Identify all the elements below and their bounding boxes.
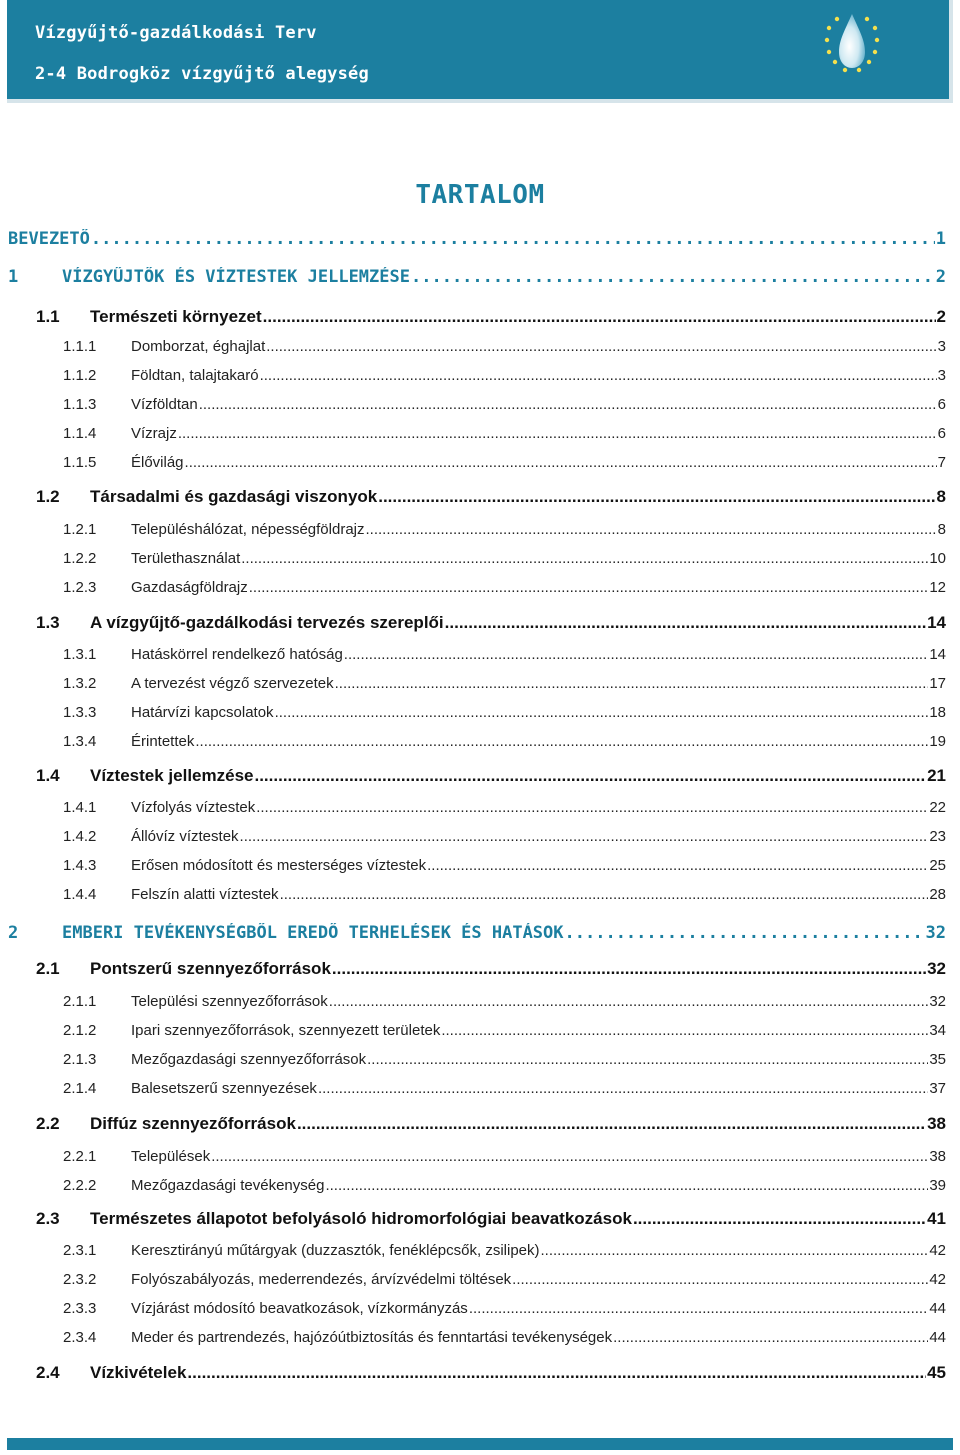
toc-entry[interactable] [0, 1114, 960, 1138]
toc-page-number: 38 [929, 1148, 946, 1165]
toc-page-number: 8 [936, 487, 946, 506]
toc-page-number: 14 [927, 613, 946, 632]
toc-page-number: 44 [929, 1300, 946, 1317]
toc-page-number: 25 [929, 857, 946, 874]
toc-entry-title: A vízgyűjtő-gazdálkodási tervezés szereplői [90, 613, 444, 632]
toc-dot-leader [187, 1363, 926, 1383]
toc-entry[interactable] [0, 828, 960, 852]
toc-dot-leader [366, 521, 937, 538]
toc-dot-leader [633, 1209, 926, 1229]
toc-page-number: 38 [927, 1114, 946, 1133]
toc-entry[interactable] [0, 959, 960, 983]
toc-dot-leader [260, 367, 937, 384]
toc-entry-number: 1.3.3 [63, 704, 97, 721]
toc-entry[interactable] [0, 229, 960, 253]
toc-entry-number: 2.1.1 [63, 993, 97, 1010]
toc-entry-number: 2.3.3 [63, 1300, 97, 1317]
toc-dot-leader [256, 799, 928, 816]
toc-entry-title: Folyószabályozás, mederrendezés, árvízvédelmi töltések [131, 1271, 512, 1288]
toc-page-number: 44 [929, 1329, 946, 1346]
toc-entry[interactable] [0, 487, 960, 511]
toc-entry[interactable] [0, 367, 960, 391]
toc-entry-number: 1.4.4 [63, 886, 97, 903]
toc-dot-leader [427, 857, 928, 874]
toc-entry-title: Pontszerű szennyezőforrások [90, 959, 331, 978]
toc-entry-title: Ipari szennyezőforrások, szennyezett területek [131, 1022, 441, 1039]
toc-dot-leader [445, 613, 926, 633]
toc-dot-leader [199, 396, 937, 413]
toc-entry-title: Vízjárást módosító beavatkozások, vízkormányzás [131, 1300, 468, 1317]
toc-entry-number: 1.3.1 [63, 646, 97, 663]
header-plan-title: Vízgyűjtő-gazdálkodási Terv [35, 23, 317, 43]
toc-entry[interactable] [0, 267, 960, 291]
toc-entry-number: 1.4.2 [63, 828, 97, 845]
toc-page-number: 2 [935, 267, 946, 287]
toc-dot-leader [367, 1051, 928, 1068]
toc-dot-leader [275, 704, 929, 721]
toc-entry-title: Vízfolyás víztestek [131, 799, 256, 816]
toc-page-number: 28 [929, 886, 946, 903]
toc-entry-title: Domborzat, éghajlat [131, 338, 266, 355]
toc-entry[interactable] [0, 1242, 960, 1266]
toc-entry-number: 1.4 [36, 766, 60, 785]
toc-dot-leader [195, 733, 928, 750]
toc-page-number: 42 [929, 1271, 946, 1288]
toc-entry-number: 1.2.3 [63, 579, 97, 596]
toc-entry-title: Vízföldtan [131, 396, 198, 413]
toc-entry-title: Keresztirányú műtárgyak (duzzasztók, fenéklépcsők, zsilipek) [131, 1242, 540, 1259]
toc-entry-number: 2.3.2 [63, 1271, 97, 1288]
toc-page-number: 42 [929, 1242, 946, 1259]
toc-entry[interactable] [0, 579, 960, 603]
toc-entry-title: EMBERI TEVÉKENYSÉGBŐL EREDŐ TERHELÉSEK ÉS HATÁSOK [62, 923, 564, 943]
toc-entry-number: 1.1 [36, 307, 60, 326]
toc-entry-title: Hatáskörrel rendelkező hatóság [131, 646, 343, 663]
toc-page-number: 8 [937, 521, 946, 538]
toc-entry[interactable] [0, 550, 960, 574]
toc-title: TARTALOM [415, 180, 545, 210]
toc-page-number: 14 [929, 646, 946, 663]
toc-entry-number: 2.2.1 [63, 1148, 97, 1165]
toc-entry-title: Gazdaságföldrajz [131, 579, 248, 596]
toc-dot-leader [297, 1114, 926, 1134]
toc-entry-title: Települések [131, 1148, 211, 1165]
toc-entry-title: Víztestek jellemzése [90, 766, 254, 785]
toc-page-number: 23 [929, 828, 946, 845]
toc-entry[interactable] [0, 923, 960, 947]
toc-dot-leader [441, 1022, 928, 1039]
toc-entry-title: Vízkivételek [90, 1363, 187, 1382]
toc-entry[interactable] [0, 396, 960, 420]
toc-dot-leader [469, 1300, 929, 1317]
toc-entry[interactable] [0, 1022, 960, 1046]
toc-page-number: 35 [929, 1051, 946, 1068]
toc-entry-title: Diffúz szennyezőforrások [90, 1114, 296, 1133]
toc-dot-leader [411, 267, 935, 287]
toc-entry-title: Meder és partrendezés, hajózóútbiztosítás és fenntartási tevékenységek [131, 1329, 613, 1346]
toc-entry-number: 1.2 [36, 487, 60, 506]
toc-dot-leader [332, 959, 926, 979]
toc-page-number: 19 [929, 733, 946, 750]
toc-entry[interactable] [0, 704, 960, 728]
toc-page-number: 39 [929, 1177, 946, 1194]
toc-page-number: 22 [929, 799, 946, 816]
toc-entry-number: 1.3 [36, 613, 60, 632]
toc-entry-title: A tervezést végző szervezetek [131, 675, 334, 692]
toc-entry-title: Felszín alatti víztestek [131, 886, 279, 903]
toc-entry[interactable] [0, 886, 960, 910]
toc-page-number: 32 [929, 993, 946, 1010]
toc-entry-number: 2.1.3 [63, 1051, 97, 1068]
toc-dot-leader [240, 828, 929, 845]
toc-entry-number: 1.1.4 [63, 425, 97, 442]
toc-entry-number: 1.4.1 [63, 799, 97, 816]
toc-entry-number: 1.1.3 [63, 396, 97, 413]
toc-entry-number: 2 [8, 923, 19, 943]
toc-entry[interactable] [0, 338, 960, 362]
toc-entry[interactable] [0, 1148, 960, 1172]
toc-entry[interactable] [0, 1300, 960, 1324]
toc-entry-number: 2.3.4 [63, 1329, 97, 1346]
toc-dot-leader [263, 307, 936, 327]
toc-dot-leader [249, 579, 929, 596]
toc-dot-leader [378, 487, 935, 507]
toc-entry-title: Élővilág [131, 454, 184, 471]
toc-entry-number: 2.1 [36, 959, 60, 978]
toc-entry[interactable] [0, 993, 960, 1017]
toc-page-number: 45 [927, 1363, 946, 1382]
toc-page-number: 17 [929, 675, 946, 692]
toc-entry[interactable] [0, 733, 960, 757]
toc-dot-leader [329, 993, 929, 1010]
toc-entry-title: Területhasználat [131, 550, 241, 567]
toc-entry-number: 2.2 [36, 1114, 60, 1133]
toc-entry-number: 1.1.5 [63, 454, 97, 471]
toc-dot-leader [325, 1177, 928, 1194]
toc-entry-title: Érintettek [131, 733, 195, 750]
toc-entry-title: Mezőgazdasági tevékenység [131, 1177, 325, 1194]
toc-page-number: 2 [936, 307, 946, 326]
toc-entry-title: BEVEZETŐ [8, 229, 90, 249]
toc-dot-leader [512, 1271, 928, 1288]
toc-entry[interactable] [0, 521, 960, 545]
toc-entry-number: 1.1.1 [63, 338, 97, 355]
toc-entry-title: Természeti környezet [90, 307, 262, 326]
toc-dot-leader [178, 425, 937, 442]
toc-page-number: 41 [927, 1209, 946, 1228]
toc-dot-leader [241, 550, 928, 567]
toc-dot-leader [344, 646, 929, 663]
toc-entry[interactable] [0, 454, 960, 478]
toc-page-number: 18 [929, 704, 946, 721]
toc-entry[interactable] [0, 1271, 960, 1295]
toc-entry-title: Állóvíz víztestek [131, 828, 239, 845]
toc-entry-number: 1.4.3 [63, 857, 97, 874]
toc-page-number: 6 [937, 396, 946, 413]
toc-entry-number: 2.1.2 [63, 1022, 97, 1039]
toc-entry-number: 1.1.2 [63, 367, 97, 384]
toc-page-number: 32 [925, 923, 946, 943]
toc-entry-number: 2.2.2 [63, 1177, 97, 1194]
toc-entry-number: 1.2.1 [63, 521, 97, 538]
toc-page-number: 34 [929, 1022, 946, 1039]
toc-dot-leader [565, 923, 925, 943]
toc-entry[interactable] [0, 1051, 960, 1075]
toc-entry-title: Természetes állapotot befolyásoló hidromorfológiai beavatkozások [90, 1209, 632, 1228]
toc-entry[interactable] [0, 1080, 960, 1104]
toc-entry-number: 2.3 [36, 1209, 60, 1228]
toc-page-number: 3 [937, 338, 946, 355]
toc-entry[interactable] [0, 857, 960, 881]
document-header [7, 0, 953, 103]
toc-entry-number: 2.1.4 [63, 1080, 97, 1097]
toc-dot-leader [254, 766, 926, 786]
toc-entry[interactable] [0, 1209, 960, 1233]
toc-entry-title: Településhálózat, népességföldrajz [131, 521, 365, 538]
toc-entry[interactable] [0, 675, 960, 699]
toc-dot-leader [280, 886, 929, 903]
toc-entry[interactable] [0, 425, 960, 449]
toc-dot-leader [91, 229, 935, 249]
toc-entry[interactable] [0, 1329, 960, 1353]
toc-page-number: 7 [937, 454, 946, 471]
toc-dot-leader [318, 1080, 928, 1097]
toc-dot-leader [266, 338, 936, 355]
toc-entry-title: Vízrajz [131, 425, 177, 442]
toc-entry-title: Balesetszerű szennyezések [131, 1080, 317, 1097]
toc-entry-title: Határvízi kapcsolatok [131, 704, 274, 721]
toc-page-number: 12 [929, 579, 946, 596]
toc-entry[interactable] [0, 799, 960, 823]
toc-dot-leader [211, 1148, 928, 1165]
header-subunit-title: 2-4 Bodrogköz vízgyűjtő alegység [35, 64, 369, 84]
toc-page-number: 6 [937, 425, 946, 442]
toc-entry-title: Társadalmi és gazdasági viszonyok [90, 487, 378, 506]
toc-page-number: 21 [927, 766, 946, 785]
toc-dot-leader [613, 1329, 928, 1346]
toc-entry[interactable] [0, 1177, 960, 1201]
water-drop-eu-stars-icon [815, 6, 889, 80]
toc-entry-title: VÍZGYŰJTŐK ÉS VÍZTESTEK JELLEMZÉSE [62, 267, 410, 287]
toc-entry-number: 2.4 [36, 1363, 60, 1382]
toc-dot-leader [185, 454, 937, 471]
toc-page-number: 10 [929, 550, 946, 567]
toc-entry-number: 2.3.1 [63, 1242, 97, 1259]
toc-entry-title: Települési szennyezőforrások [131, 993, 328, 1010]
toc-page-number: 1 [935, 229, 946, 249]
toc-entry[interactable] [0, 613, 960, 637]
toc-entry[interactable] [0, 307, 960, 331]
toc-entry-title: Erősen módosított és mesterséges víztestek [131, 857, 427, 874]
toc-entry-title: Földtan, talajtakaró [131, 367, 259, 384]
toc-page-number: 32 [927, 959, 946, 978]
toc-entry-number: 1 [8, 267, 19, 287]
toc-entry-title: Mezőgazdasági szennyezőforrások [131, 1051, 367, 1068]
toc-dot-leader [335, 675, 929, 692]
toc-entry[interactable] [0, 646, 960, 670]
toc-entry[interactable] [0, 766, 960, 790]
toc-dot-leader [541, 1242, 929, 1259]
toc-page-number: 3 [937, 367, 946, 384]
toc-entry-number: 1.3.4 [63, 733, 97, 750]
footer-bar [7, 1438, 953, 1450]
toc-page-number: 37 [929, 1080, 946, 1097]
toc-entry-number: 1.2.2 [63, 550, 97, 567]
toc-entry[interactable] [0, 1363, 960, 1387]
toc-entry-number: 1.3.2 [63, 675, 97, 692]
